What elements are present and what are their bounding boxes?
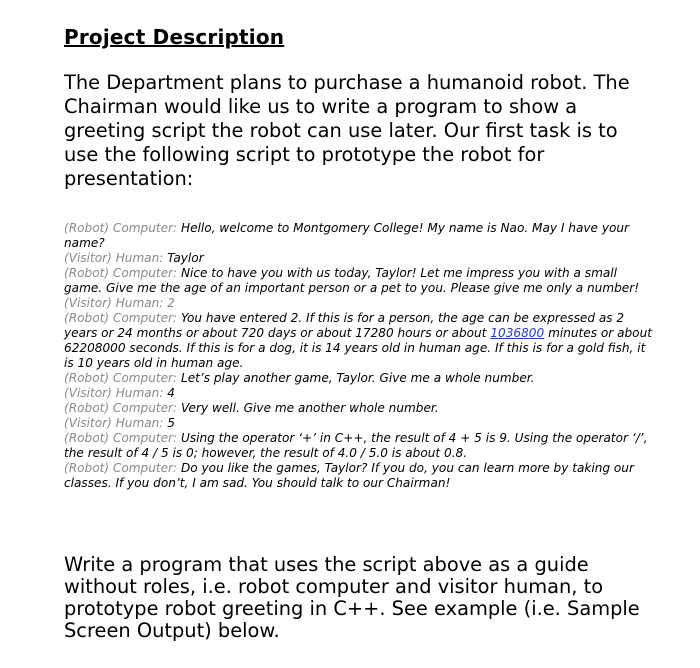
speech-text: Hello, welcome to Montgomery College! My name is Nao. May I have your name? xyxy=(64,221,630,250)
script-line xyxy=(64,416,654,431)
intro-paragraph: The Department plans to purchase a humanoid robot. The Chairman would like us to write a program to show a greeting script the robot can use later. Our first task is to use the following script to prototype the robot for presentation: xyxy=(64,71,630,190)
speaker-role: (Visitor) Human: xyxy=(64,416,164,430)
speech-text: 2 xyxy=(167,296,175,310)
speaker-role: (Robot) Computer: xyxy=(64,371,178,385)
speech-text: Nice to have you with us today, Taylor! Let me impress you with a small game. Give me the age of an important person or a pet to you. Please give me only a number! xyxy=(64,266,640,295)
script-line xyxy=(64,431,654,461)
speech-text: Let’s play another game, Taylor. Give me a whole number. xyxy=(180,371,535,385)
script-line xyxy=(64,371,654,386)
speaker-role: (Robot) Computer: xyxy=(64,431,178,445)
script-line xyxy=(64,311,654,371)
speaker-role: (Visitor) Human: xyxy=(64,251,164,265)
speech-text: minutes or about 62208000 seconds. If this is for a dog, it is 14 years old in human age. If this is for a gold fish, it is 10 years old in human age. xyxy=(64,326,652,370)
document-page xyxy=(64,22,654,642)
script-line xyxy=(64,386,654,401)
speech-text: 4 xyxy=(167,386,175,400)
speech-text: 5 xyxy=(167,416,175,430)
speaker-role: (Robot) Computer: xyxy=(64,266,178,280)
speaker-role: (Robot) Computer: xyxy=(64,461,178,475)
script-line xyxy=(64,461,654,491)
speech-text: Using the operator ‘+’ in C++, the result of 4 + 5 is 9. Using the operator ‘/’, the result of 4 / 5 is 0; however, the result of 4.0 / 5.0 is about 0.8. xyxy=(64,431,648,460)
outro-paragraph: Write a program that uses the script above as a guide without roles, i.e. robot computer and visitor human, to prototype robot greeting in C++. See example (i.e. Sample Screen Output) below. xyxy=(64,553,640,642)
speech-text: Taylor xyxy=(167,251,204,265)
speaker-role: (Robot) Computer: xyxy=(64,221,178,235)
script-line xyxy=(64,296,654,311)
speaker-role: (Robot) Computer: xyxy=(64,401,178,415)
script-line xyxy=(64,401,654,416)
speaker-role: (Robot) Computer: xyxy=(64,311,178,325)
script-line xyxy=(64,266,654,296)
speech-text: You have entered 2. If this is for a person, the age can be expressed as 2 years or 24 months or about 720 days or about 17280 hours or about xyxy=(64,311,625,340)
page-title: Project Description xyxy=(64,25,285,49)
speaker-role: (Visitor) Human: xyxy=(64,386,164,400)
number-link[interactable]: 1036800 xyxy=(490,326,545,340)
dialogue-script xyxy=(64,221,654,491)
speaker-role: (Visitor) Human: xyxy=(64,296,164,310)
speech-text: Do you like the games, Taylor? If you do, you can learn more by taking our classes. If you don’t, I am sad. You should talk to our Chairman! xyxy=(64,461,634,490)
script-line xyxy=(64,221,654,251)
speech-text: Very well. Give me another whole number. xyxy=(180,401,439,415)
script-line xyxy=(64,251,654,266)
